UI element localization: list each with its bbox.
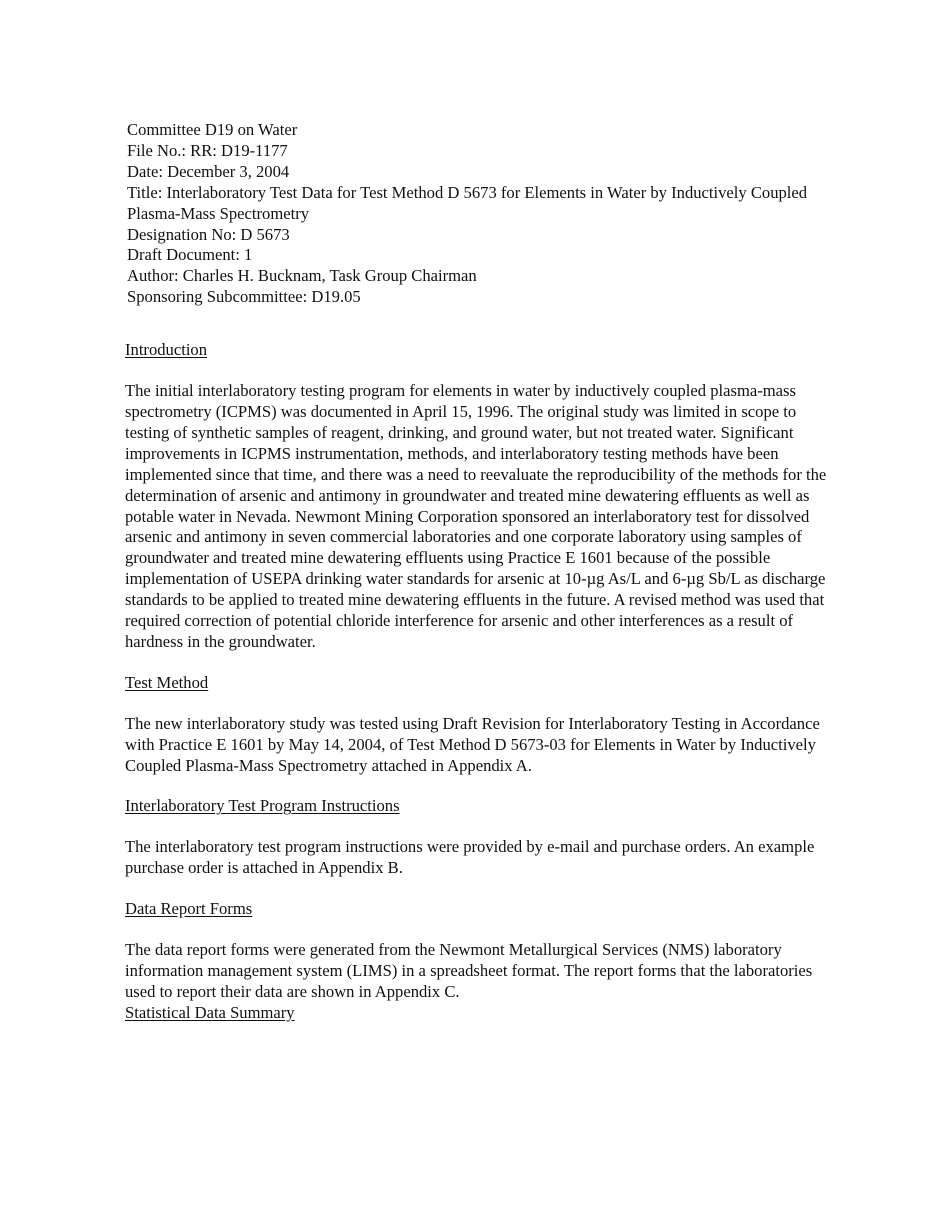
data-report-forms-section (125, 899, 835, 1003)
introduction-section (125, 340, 835, 653)
instructions-section (125, 796, 835, 879)
instructions-heading: Interlaboratory Test Program Instructions (125, 796, 400, 816)
test-method-heading: Test Method (125, 672, 209, 692)
document-page (125, 120, 835, 1024)
statistical-summary-section (125, 1003, 835, 1024)
file-number-line: File No.: RR: D19-1177 (127, 140, 288, 160)
introduction-paragraph: The initial interlaboratory testing program for elements in water by inductively coupled plasma-mass spectrometry (ICPMS) was documented in April 15, 1996. The original study was limited in scope to testing of synthetic samples of reagent, drinking, and ground water, but not treated water. Significant improvements in ICPMS instrumentation, methods, and interlaboratory testing methods have been implemented since that time, and there was a need to reevaluate the reproducibility of the methods for the determination of arsenic and antimony in groundwater and treated mine dewatering effluents as well as potable water in Nevada. Newmont Mining Corporation sponsored an interlaboratory test for dissolved arsenic and antimony in seven commercial laboratories and one corporate laboratory using samples of groundwater and treated mine dewatering effluents using Practice E 1601 because of the possible implementation of USEPA drinking water standards for arsenic at 10-µg As/L and 6-µg Sb/L as discharge standards to be applied to treated mine dewatering effluents in the future. A revised method was used that required correction of potential chloride interference for arsenic and other interferences as a result of hardness in the groundwater. (125, 381, 827, 651)
data-report-forms-paragraph: The data report forms were generated from the Newmont Metallurgical Services (NMS) laboratory information management system (LIMS) in a spreadsheet format. The report forms that the laboratories used to report their data are shown in Appendix C. (125, 940, 813, 1001)
designation-line: Designation No: D 5673 (127, 224, 290, 244)
document-header (127, 120, 835, 308)
title-line: Title: Interlaboratory Test Data for Test Method D 5673 for Elements in Water by Inductively Coupled Plasma-Mass Spectrometry (127, 182, 808, 223)
introduction-heading: Introduction (125, 340, 208, 360)
data-report-forms-heading: Data Report Forms (125, 899, 253, 919)
author-line: Author: Charles H. Bucknam, Task Group Chairman (127, 266, 477, 286)
sponsoring-subcommittee-line: Sponsoring Subcommittee: D19.05 (127, 287, 361, 307)
instructions-paragraph: The interlaboratory test program instructions were provided by e-mail and purchase orders. An example purchase order is attached in Appendix B. (125, 837, 815, 878)
statistical-summary-heading: Statistical Data Summary (125, 1002, 295, 1022)
committee-line: Committee D19 on Water (127, 120, 298, 139)
date-line: Date: December 3, 2004 (127, 161, 290, 181)
draft-document-line: Draft Document: 1 (127, 245, 253, 265)
test-method-paragraph: The new interlaboratory study was tested using Draft Revision for Interlaboratory Testing in Accordance with Practice E 1601 by May 14, 2004, of Test Method D 5673-03 for Elements in Water by Inductively Coupled Plasma-Mass Spectrometry attached in Appendix A. (125, 713, 820, 775)
test-method-section (125, 673, 835, 777)
